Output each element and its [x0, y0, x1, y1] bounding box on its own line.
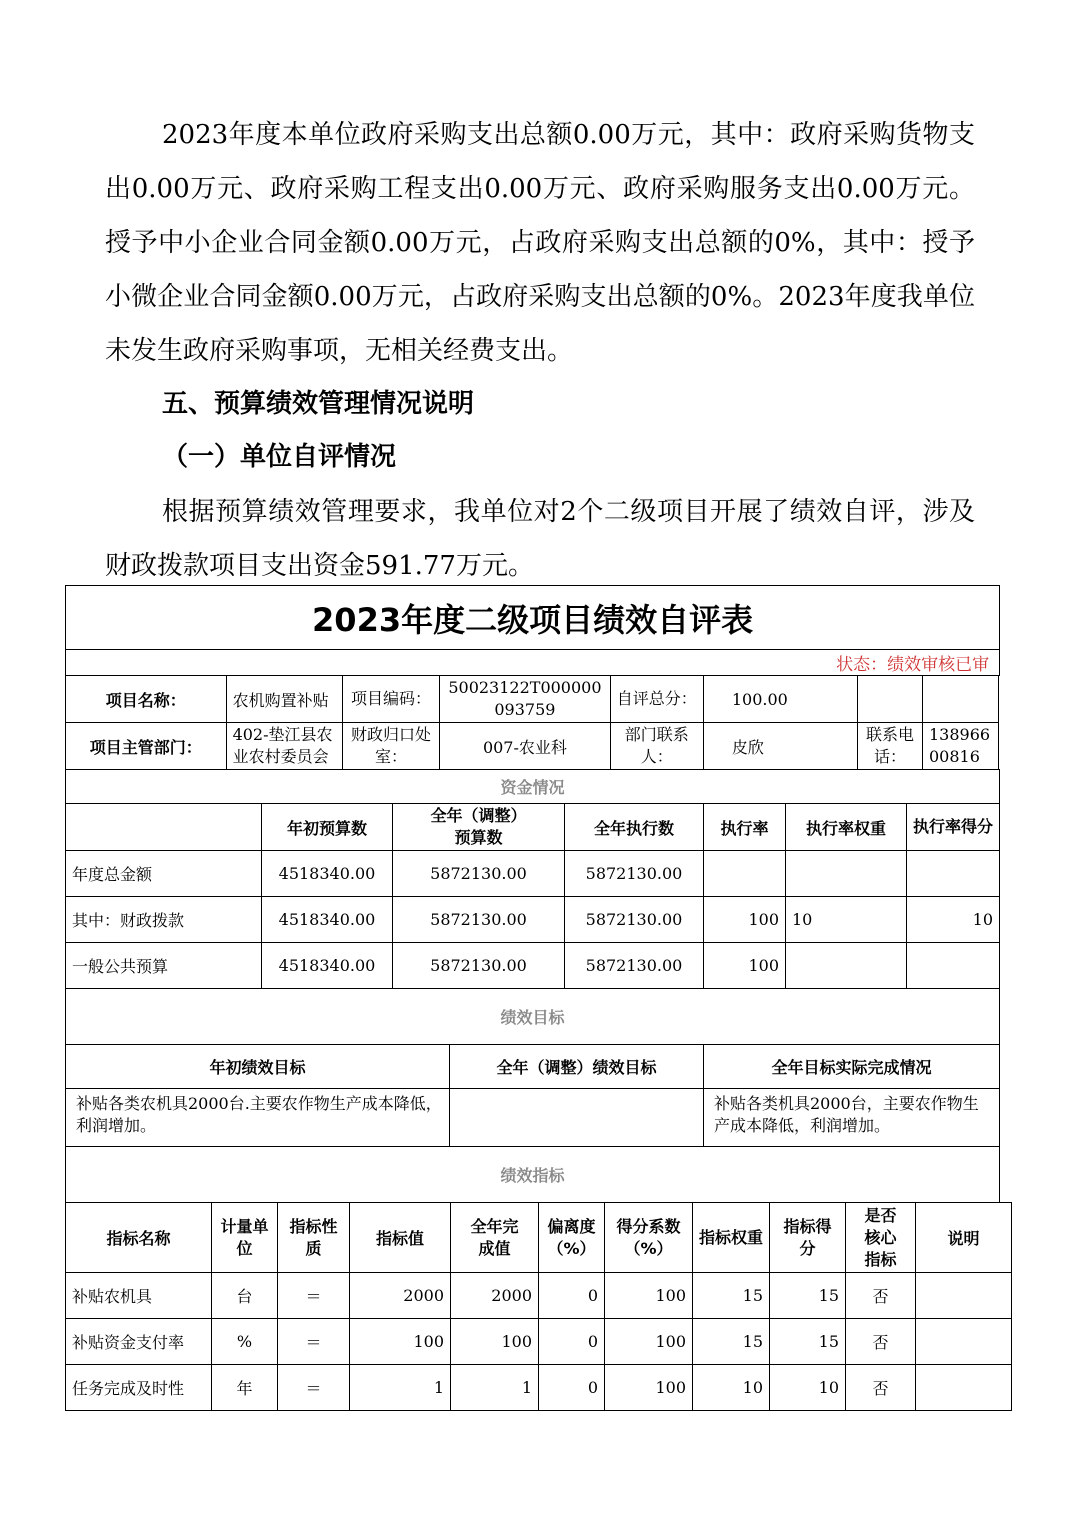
row-label: 其中：财政拨款 — [66, 897, 262, 943]
indicator-header: 说明 — [916, 1203, 1012, 1273]
indicator-name: 补贴资金支付率 — [66, 1319, 212, 1365]
table-row — [66, 897, 1000, 943]
indicator-name: 补贴农机具 — [66, 1273, 212, 1319]
indicators-section-title: 绩效指标 — [66, 1147, 1000, 1203]
budget-cell: 4518340.00 — [262, 943, 393, 989]
funds-header: 年初预算数 — [262, 804, 393, 851]
indicator-weight: 15 — [693, 1319, 770, 1365]
indicator-unit: % — [212, 1319, 278, 1365]
indicator-header: 计量单位 — [212, 1203, 278, 1273]
goals-section-title: 绩效目标 — [66, 989, 1000, 1045]
indicator-done: 1 — [451, 1365, 539, 1411]
project-info-table — [65, 675, 999, 770]
self-score-label: 自评总分： — [610, 676, 703, 723]
indicator-score: 15 — [770, 1273, 846, 1319]
indicator-header: 指标值 — [350, 1203, 451, 1273]
indicator-value: 100 — [350, 1319, 451, 1365]
funds-header: 执行率权重 — [786, 804, 907, 851]
indicator-coef: 100 — [605, 1319, 693, 1365]
finance-label: 财政归口处室： — [342, 723, 440, 770]
indicator-header: 指标名称 — [66, 1203, 212, 1273]
indicator-name: 任务完成及时性 — [66, 1365, 212, 1411]
funds-section-title: 资金情况 — [66, 770, 1000, 804]
indicator-core: 否 — [846, 1365, 916, 1411]
score-cell — [907, 943, 1000, 989]
weight-cell — [786, 943, 907, 989]
rate-cell — [704, 851, 786, 897]
indicator-value: 1 — [350, 1365, 451, 1411]
table-row — [66, 851, 1000, 897]
budget-cell: 4518340.00 — [262, 851, 393, 897]
indicator-core: 否 — [846, 1319, 916, 1365]
indicator-core: 否 — [846, 1273, 916, 1319]
project-name-value: 农机购置补贴 — [226, 676, 342, 723]
indicator-deviation: 0 — [539, 1273, 605, 1319]
indicator-weight: 15 — [693, 1273, 770, 1319]
indicator-done: 2000 — [451, 1273, 539, 1319]
row-label: 年度总金额 — [66, 851, 262, 897]
funds-header: 执行率 — [704, 804, 786, 851]
indicator-done: 100 — [451, 1319, 539, 1365]
executed-cell: 5872130.00 — [565, 943, 704, 989]
empty-header — [66, 804, 262, 851]
goals-header: 全年目标实际完成情况 — [704, 1045, 1000, 1089]
indicator-unit: 年 — [212, 1365, 278, 1411]
self-score-value: 100.00 — [703, 676, 857, 723]
funds-header: 全年执行数 — [565, 804, 704, 851]
rate-cell: 100 — [704, 897, 786, 943]
section-heading-5: 五、预算绩效管理情况说明 — [162, 389, 475, 419]
indicator-nature: ＝ — [278, 1365, 350, 1411]
funds-header: 全年（调整）预算数 — [393, 804, 565, 851]
indicator-weight: 10 — [693, 1365, 770, 1411]
indicator-value: 2000 — [350, 1273, 451, 1319]
score-cell: 10 — [907, 897, 1000, 943]
weight-cell: 10 — [786, 897, 907, 943]
table-title: 2023年度二级项目绩效自评表 — [66, 586, 1000, 650]
indicator-deviation: 0 — [539, 1319, 605, 1365]
indicator-header: 指标性质 — [278, 1203, 350, 1273]
goals-table — [65, 988, 1000, 1203]
indicator-header: 指标权重 — [693, 1203, 770, 1273]
initial-goal: 补贴各类农机具2000台.主要农作物生产成本降低，利润增加。 — [66, 1089, 450, 1147]
contact-value: 皮欣 — [703, 723, 857, 770]
goals-header: 年初绩效目标 — [66, 1045, 450, 1089]
funds-header: 执行率得分 — [907, 804, 1000, 851]
indicator-score: 10 — [770, 1365, 846, 1411]
actual-goal: 补贴各类机具2000台，主要农作物生产成本降低，利润增加。 — [704, 1089, 1000, 1147]
indicator-header: 全年完成值 — [451, 1203, 539, 1273]
project-code-label: 项目编码： — [342, 676, 440, 723]
executed-cell: 5872130.00 — [565, 851, 704, 897]
eval-table-top — [65, 585, 1000, 676]
subsection-heading: （一）单位自评情况 — [162, 442, 397, 472]
indicator-header: 是否核心指标 — [846, 1203, 916, 1273]
adjusted-goal — [450, 1089, 704, 1147]
self-eval-paragraph: 根据预算绩效管理要求，我单位对2个二级项目开展了绩效自评，涉及财政拨款项目支出资金591.77万元。 — [105, 497, 975, 581]
adjusted-cell: 5872130.00 — [393, 851, 565, 897]
indicator-note — [916, 1319, 1012, 1365]
dept-value: 402-垫江县农业农村委员会 — [226, 723, 342, 770]
contact-label: 部门联系人： — [610, 723, 703, 770]
indicator-header: 偏离度（%） — [539, 1203, 605, 1273]
score-cell — [907, 851, 1000, 897]
project-name-label: 项目名称： — [66, 676, 227, 723]
indicator-header: 得分系数（%） — [605, 1203, 693, 1273]
indicator-unit: 台 — [212, 1273, 278, 1319]
status-badge: 状态：绩效审核已审 — [66, 650, 1000, 676]
procurement-paragraph: 2023年度本单位政府采购支出总额0.00万元，其中：政府采购货物支出0.00万元、政府采购工程支出0.00万元、政府采购服务支出0.00万元。授予中小企业合同金额0.00万元，占政府采购支出总额的0%，其中：授予小微企业合同金额0.00万元，占政府采购支出总额的0%。2023年度我单位未发生政府采购事项，无相关经费支出。 — [105, 120, 975, 366]
finance-value: 007-农业科 — [440, 723, 610, 770]
indicator-nature: ＝ — [278, 1319, 350, 1365]
adjusted-cell: 5872130.00 — [393, 943, 565, 989]
project-code-value: 50023122T000000093759 — [440, 676, 610, 723]
indicator-coef: 100 — [605, 1365, 693, 1411]
table-row — [66, 1319, 1012, 1365]
indicator-note — [916, 1365, 1012, 1411]
table-row — [66, 1273, 1012, 1319]
indicator-header: 指标得分 — [770, 1203, 846, 1273]
phone-value: 13896600816 — [923, 723, 999, 770]
phone-label: 联系电话： — [857, 723, 922, 770]
dept-label: 项目主管部门： — [66, 723, 227, 770]
rate-cell: 100 — [704, 943, 786, 989]
table-row — [66, 943, 1000, 989]
weight-cell — [786, 851, 907, 897]
executed-cell: 5872130.00 — [565, 897, 704, 943]
funds-table — [65, 769, 1000, 989]
budget-cell: 4518340.00 — [262, 897, 393, 943]
indicator-note — [916, 1273, 1012, 1319]
goals-header: 全年（调整）绩效目标 — [450, 1045, 704, 1089]
adjusted-cell: 5872130.00 — [393, 897, 565, 943]
table-row — [66, 1365, 1012, 1411]
row-label: 一般公共预算 — [66, 943, 262, 989]
indicator-coef: 100 — [605, 1273, 693, 1319]
indicator-nature: ＝ — [278, 1273, 350, 1319]
indicator-deviation: 0 — [539, 1365, 605, 1411]
indicator-score: 15 — [770, 1319, 846, 1365]
indicators-table — [65, 1202, 1012, 1411]
empty-cell — [857, 676, 922, 723]
empty-cell — [923, 676, 999, 723]
